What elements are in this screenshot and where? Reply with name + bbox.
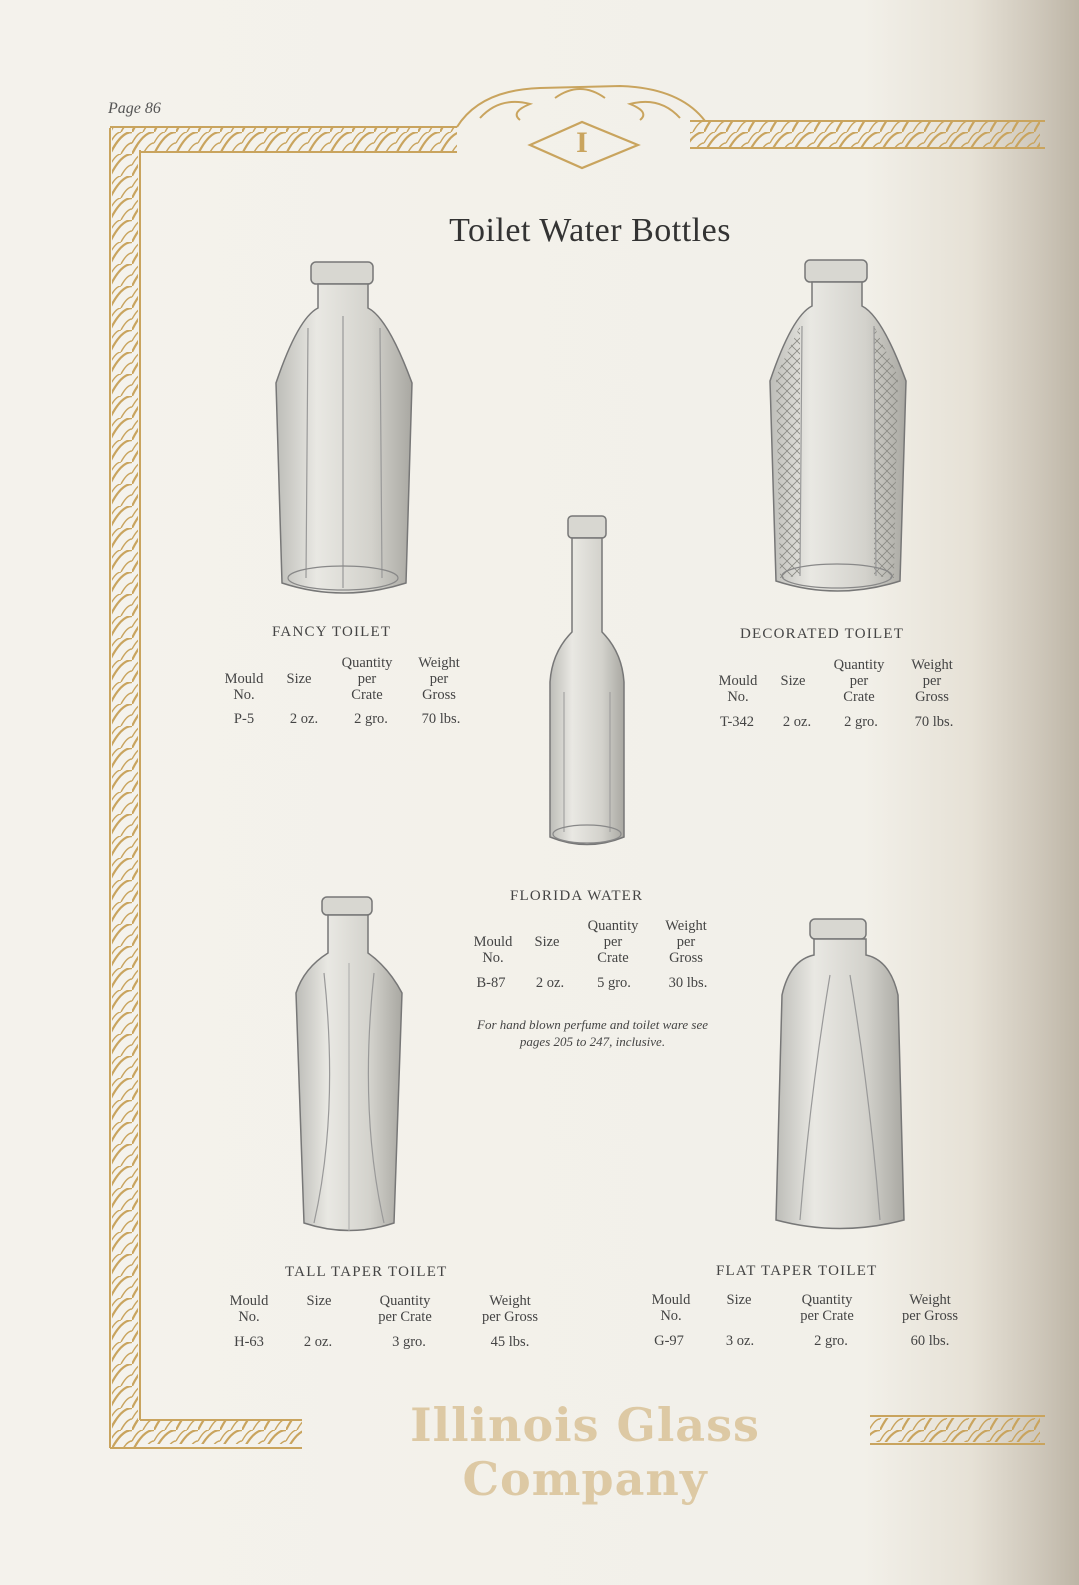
decorated-weight: 70 lbs. [914,714,954,730]
tall-weight: 45 lbs. [490,1334,530,1350]
fancy-qty: 2 gro. [354,711,388,727]
decorated-header-qty: Quantity per Crate [833,657,885,705]
florida-header-size: Size [534,934,560,950]
florida-water-bottle-image [542,512,632,852]
flat-header-qty: Quantity per Crate [800,1292,854,1324]
flat-size: 3 oz. [725,1333,755,1349]
fancy-header-mould: Mould No. [224,671,264,703]
flat-mould: G-97 [654,1333,684,1349]
decorated-header-size: Size [780,673,806,689]
tall-header-weight: Weight per Gross [482,1293,538,1325]
tall-header-mould: Mould No. [229,1293,269,1325]
florida-mould: B-87 [476,975,506,991]
florida-size: 2 oz. [535,975,565,991]
decorated-header-weight: Weight per Gross [911,657,953,705]
tall-qty: 3 gro. [392,1334,426,1350]
fancy-size: 2 oz. [289,711,319,727]
florida-header-weight: Weight per Gross [665,918,707,966]
fancy-weight: 70 lbs. [421,711,461,727]
fancy-header-weight: Weight per Gross [418,655,460,703]
tall-header-size: Size [306,1293,332,1309]
fancy-header-size: Size [286,671,312,687]
florida-weight: 30 lbs. [668,975,708,991]
florida-qty: 5 gro. [597,975,631,991]
company-wordmark: Illinois Glass Company [410,1398,760,1506]
florida-header-qty: Quantity per Crate [587,918,639,966]
flat-taper-title: FLAT TAPER TOILET [716,1263,878,1279]
flat-header-weight: Weight per Gross [902,1292,958,1324]
decorated-mould: T-342 [719,714,755,730]
tall-header-qty: Quantity per Crate [378,1293,432,1325]
flat-weight: 60 lbs. [910,1333,950,1349]
decorated-qty: 2 gro. [844,714,878,730]
tall-size: 2 oz. [303,1334,333,1350]
florida-header-mould: Mould No. [473,934,513,966]
fancy-toilet-bottle-image [268,258,418,603]
fancy-header-qty: Quantity per Crate [341,655,393,703]
fancy-mould: P-5 [233,711,255,727]
page-number: Page 86 [108,100,161,117]
decorated-header-mould: Mould No. [718,673,758,705]
flat-header-mould: Mould No. [651,1292,691,1324]
florida-water-title: FLORIDA WATER [510,888,644,904]
tall-taper-bottle-image [284,893,414,1243]
decorated-size: 2 oz. [782,714,812,730]
tall-mould: H-63 [234,1334,264,1350]
hand-blown-note: For hand blown perfume and toilet ware see pages 205 to 247, inclusive. [477,1017,708,1049]
decorated-toilet-title: DECORATED TOILET [740,626,905,642]
emblem-letter: I [576,126,588,159]
decorated-toilet-bottle-image [762,256,912,601]
fancy-toilet-title: FANCY TOILET [272,624,392,640]
flat-taper-bottle-image [770,915,910,1240]
tall-taper-title: TALL TAPER TOILET [285,1264,448,1280]
page-title: Toilet Water Bottles [449,212,731,249]
flat-header-size: Size [726,1292,752,1308]
flat-qty: 2 gro. [814,1333,848,1349]
